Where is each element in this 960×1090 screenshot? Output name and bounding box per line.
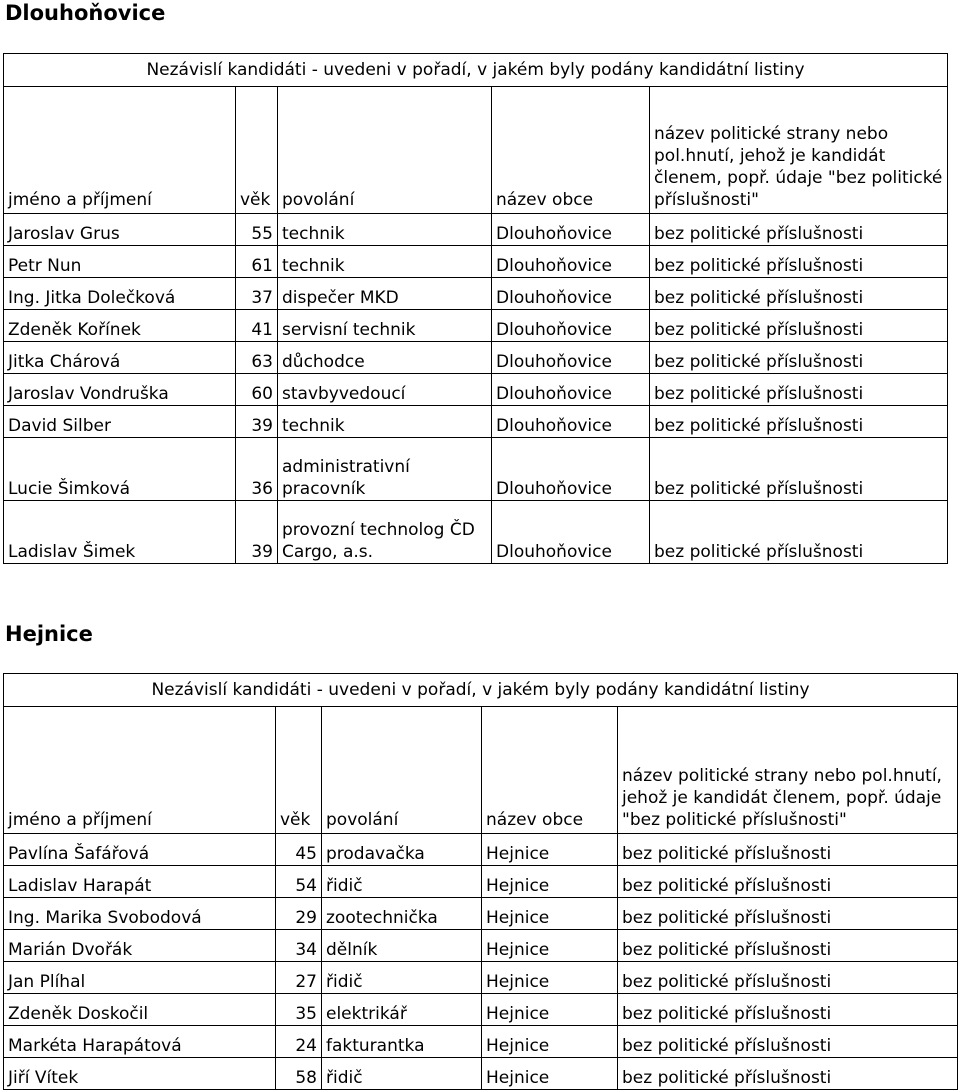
cell-occupation: dispečer MKD xyxy=(278,278,492,310)
table-row xyxy=(4,406,948,438)
cell-age: 45 xyxy=(276,834,322,866)
cell-age: 63 xyxy=(236,342,278,374)
cell-party: bez politické příslušnosti xyxy=(650,342,948,374)
cell-age: 55 xyxy=(236,214,278,246)
cell-municipality: Dlouhoňovice xyxy=(492,342,650,374)
cell-name: Jiří Vítek xyxy=(4,1058,276,1090)
cell-party: bez politické příslušnosti xyxy=(618,898,958,930)
cell-party: bez politické příslušnosti xyxy=(650,214,948,246)
cell-municipality: Dlouhoňovice xyxy=(492,214,650,246)
header-municipality: název obce xyxy=(482,707,618,834)
cell-occupation: řidič xyxy=(322,962,482,994)
cell-occupation: technik xyxy=(278,246,492,278)
cell-municipality: Hejnice xyxy=(482,834,618,866)
cell-name: Jan Plíhal xyxy=(4,962,276,994)
cell-age: 27 xyxy=(276,962,322,994)
cell-municipality: Hejnice xyxy=(482,1058,618,1090)
cell-occupation: důchodce xyxy=(278,342,492,374)
table-caption: Nezávislí kandidáti - uvedeni v pořadí, v jakém byly podány kandidátní listiny xyxy=(4,54,948,87)
table-row xyxy=(4,1026,958,1058)
cell-municipality: Dlouhoňovice xyxy=(492,310,650,342)
cell-municipality: Hejnice xyxy=(482,994,618,1026)
cell-municipality: Hejnice xyxy=(482,866,618,898)
cell-name: Pavlína Šafářová xyxy=(4,834,276,866)
table-row xyxy=(4,994,958,1026)
cell-municipality: Dlouhoňovice xyxy=(492,278,650,310)
cell-name: Petr Nun xyxy=(4,246,236,278)
section-title: Dlouhoňovice xyxy=(5,1,166,25)
cell-age: 36 xyxy=(236,438,278,501)
table-row xyxy=(4,930,958,962)
cell-party: bez politické příslušnosti xyxy=(618,930,958,962)
cell-occupation: dělník xyxy=(322,930,482,962)
cell-name: Ing. Marika Svobodová xyxy=(4,898,276,930)
header-occupation: povolání xyxy=(278,87,492,214)
cell-municipality: Dlouhoňovice xyxy=(492,438,650,501)
cell-name: Jaroslav Vondruška xyxy=(4,374,236,406)
table-row xyxy=(4,866,958,898)
cell-name: Markéta Harapátová xyxy=(4,1026,276,1058)
cell-name: Ladislav Šimek xyxy=(4,501,236,564)
table-row xyxy=(4,342,948,374)
cell-age: 41 xyxy=(236,310,278,342)
header-party: název politické strany nebo pol.hnutí, jehož je kandidát členem, popř. údaje "bez politické příslušnosti" xyxy=(618,707,958,834)
table-row xyxy=(4,278,948,310)
cell-municipality: Dlouhoňovice xyxy=(492,374,650,406)
header-party: název politické strany nebo pol.hnutí, jehož je kandidát členem, popř. údaje "bez politické příslušnosti" xyxy=(650,87,948,214)
cell-municipality: Dlouhoňovice xyxy=(492,246,650,278)
cell-occupation: administrativní pracovník xyxy=(278,438,492,501)
table-row xyxy=(4,374,948,406)
cell-party: bez politické příslušnosti xyxy=(618,994,958,1026)
cell-age: 61 xyxy=(236,246,278,278)
header-occupation: povolání xyxy=(322,707,482,834)
cell-occupation: technik xyxy=(278,214,492,246)
cell-name: Zdeněk Kořínek xyxy=(4,310,236,342)
cell-party: bez politické příslušnosti xyxy=(650,374,948,406)
cell-municipality: Hejnice xyxy=(482,1026,618,1058)
cell-age: 37 xyxy=(236,278,278,310)
table-row xyxy=(4,501,948,564)
cell-occupation: stavbyvedoucí xyxy=(278,374,492,406)
table-row xyxy=(4,438,948,501)
cell-party: bez politické příslušnosti xyxy=(618,1026,958,1058)
cell-occupation: provozní technolog ČD Cargo, a.s. xyxy=(278,501,492,564)
cell-age: 29 xyxy=(276,898,322,930)
table-row xyxy=(4,310,948,342)
cell-party: bez politické příslušnosti xyxy=(618,834,958,866)
cell-party: bez politické příslušnosti xyxy=(650,278,948,310)
cell-occupation: elektrikář xyxy=(322,994,482,1026)
header-age: věk xyxy=(236,87,278,214)
cell-occupation: fakturantka xyxy=(322,1026,482,1058)
table-row xyxy=(4,898,958,930)
cell-name: Jaroslav Grus xyxy=(4,214,236,246)
cell-party: bez politické příslušnosti xyxy=(650,438,948,501)
header-name: jméno a příjmení xyxy=(4,87,236,214)
table-row xyxy=(4,834,958,866)
cell-name: Ing. Jitka Dolečková xyxy=(4,278,236,310)
cell-party: bez politické příslušnosti xyxy=(650,501,948,564)
table-row xyxy=(4,214,948,246)
candidates-table xyxy=(3,53,948,564)
cell-age: 34 xyxy=(276,930,322,962)
cell-occupation: řidič xyxy=(322,1058,482,1090)
cell-age: 60 xyxy=(236,374,278,406)
header-name: jméno a příjmení xyxy=(4,707,276,834)
cell-age: 39 xyxy=(236,406,278,438)
cell-party: bez politické příslušnosti xyxy=(618,866,958,898)
table-row xyxy=(4,1058,958,1090)
cell-name: Jitka Chárová xyxy=(4,342,236,374)
table-caption: Nezávislí kandidáti - uvedeni v pořadí, v jakém byly podány kandidátní listiny xyxy=(4,674,958,707)
header-municipality: název obce xyxy=(492,87,650,214)
cell-party: bez politické příslušnosti xyxy=(618,1058,958,1090)
cell-municipality: Hejnice xyxy=(482,962,618,994)
cell-name: Marián Dvořák xyxy=(4,930,276,962)
cell-occupation: technik xyxy=(278,406,492,438)
cell-age: 39 xyxy=(236,501,278,564)
cell-party: bez politické příslušnosti xyxy=(618,962,958,994)
cell-name: Zdeněk Doskočil xyxy=(4,994,276,1026)
cell-party: bez politické příslušnosti xyxy=(650,406,948,438)
cell-party: bez politické příslušnosti xyxy=(650,246,948,278)
cell-name: David Silber xyxy=(4,406,236,438)
cell-party: bez politické příslušnosti xyxy=(650,310,948,342)
cell-occupation: zootechnička xyxy=(322,898,482,930)
cell-name: Ladislav Harapát xyxy=(4,866,276,898)
candidates-table xyxy=(3,673,958,1090)
header-age: věk xyxy=(276,707,322,834)
cell-municipality: Hejnice xyxy=(482,898,618,930)
section-title: Hejnice xyxy=(5,622,93,646)
cell-municipality: Hejnice xyxy=(482,930,618,962)
cell-occupation: řidič xyxy=(322,866,482,898)
cell-age: 24 xyxy=(276,1026,322,1058)
cell-age: 54 xyxy=(276,866,322,898)
cell-name: Lucie Šimková xyxy=(4,438,236,501)
cell-age: 58 xyxy=(276,1058,322,1090)
cell-occupation: servisní technik xyxy=(278,310,492,342)
cell-municipality: Dlouhoňovice xyxy=(492,501,650,564)
table-row xyxy=(4,962,958,994)
cell-occupation: prodavačka xyxy=(322,834,482,866)
cell-age: 35 xyxy=(276,994,322,1026)
cell-municipality: Dlouhoňovice xyxy=(492,406,650,438)
table-row xyxy=(4,246,948,278)
